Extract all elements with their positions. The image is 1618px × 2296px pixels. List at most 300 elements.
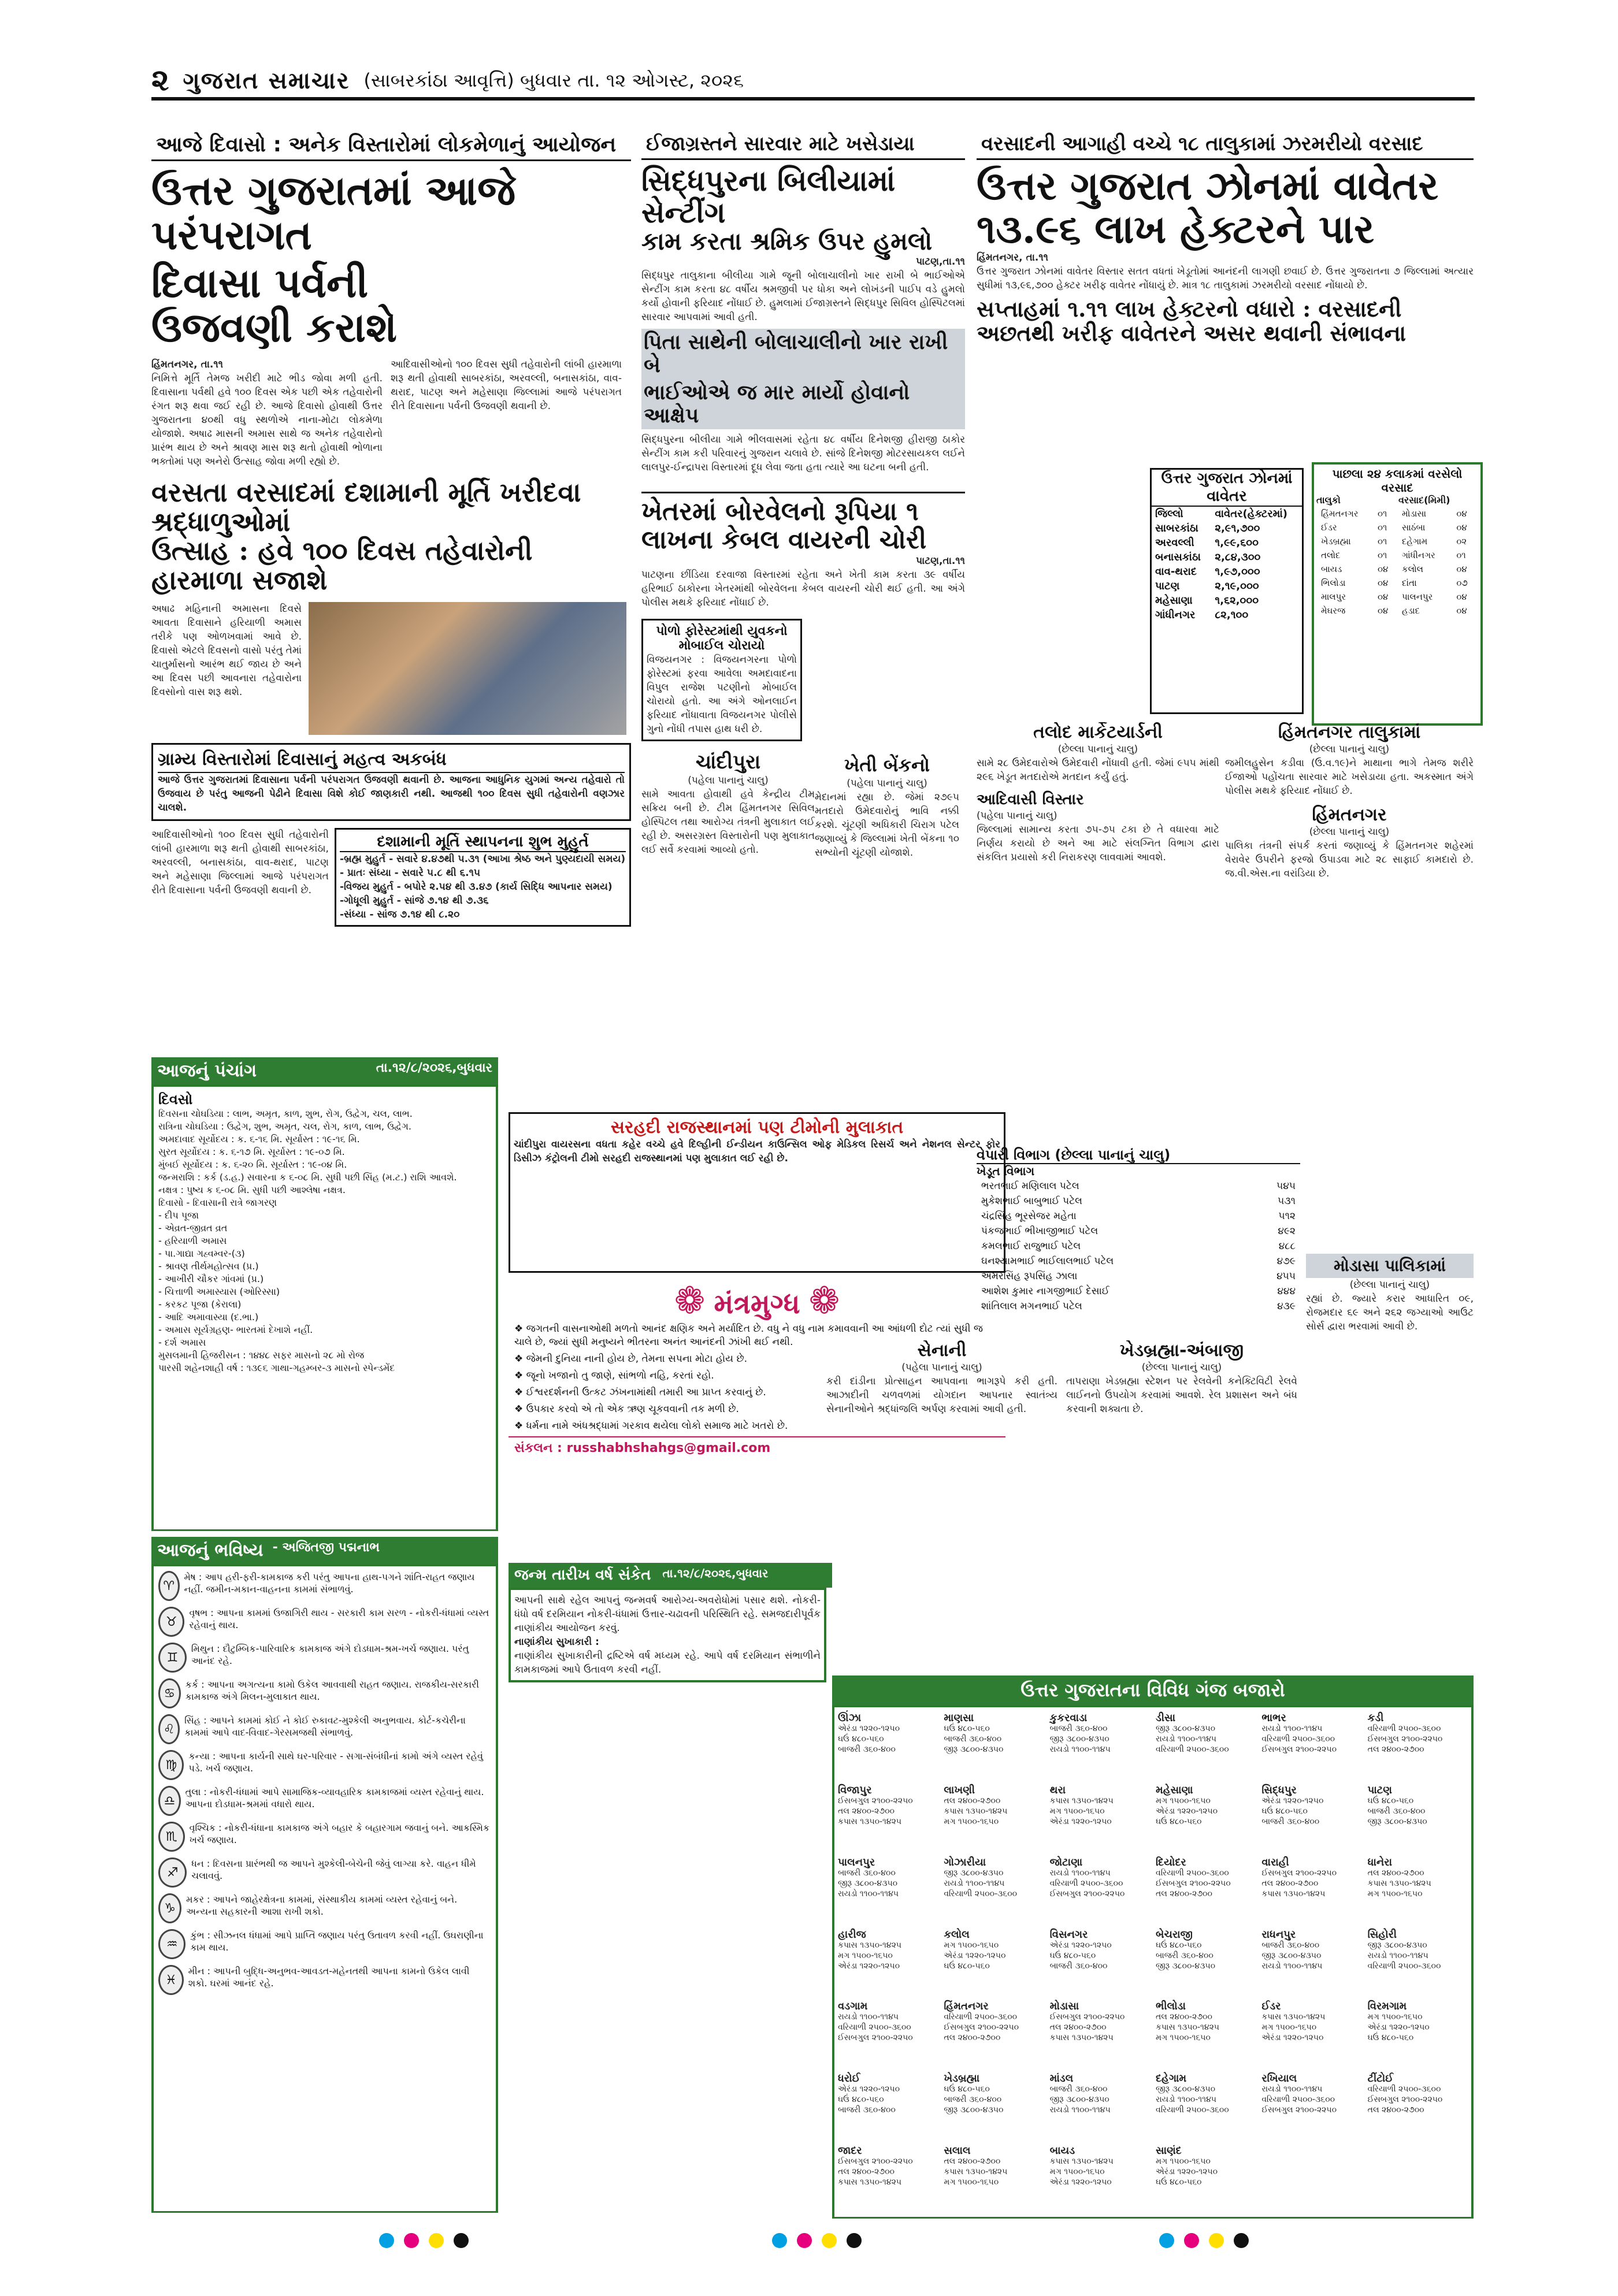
district-cell: ગાંધીનગર <box>1155 609 1196 621</box>
talod-cont: (છેલ્લા પાનાનું ચાલુ) <box>1057 744 1138 755</box>
table-row <box>1398 590 1477 603</box>
taluka-cell: ભિલોડા <box>1321 578 1346 588</box>
chandipura-title: ચાંદીપુરા <box>695 751 761 774</box>
candidate-cell: ઘનશ્યામભાઈ ભાઈલાલભાઈ પટેલ <box>981 1255 1114 1267</box>
market-price: વરિયાળી ૨૫૦૦-૩૬૦૦ <box>838 2023 911 2033</box>
market-price: વરિયાળી ૨૫૦૦-૩૬૦૦ <box>1367 1724 1441 1733</box>
market-center-name: માણસા <box>944 1712 974 1724</box>
market-center-name: બાયડ <box>1049 2145 1075 2157</box>
market-center-name: માંડલ <box>1049 2072 1074 2085</box>
mantra-quote: ❖ જેમની દુનિયા નાની હોય છે, તેમના સપના મોટા હોય છે. <box>514 1353 748 1365</box>
market-center <box>1368 1711 1468 1781</box>
rain-table <box>1312 462 1483 726</box>
panchang-line: રાત્રિના ચોઘડિયા : ઉદ્વેગ, શુભ, અમૃત, ચલ, રોગ, કાળ, લાભ, ઉદ્વેગ. <box>158 1121 411 1132</box>
rashi-text: સિંહ : આપને કામમાં કોઈ ને કોઈ રુકાવટ-મુશ્કેલી અનુભવાય. કોર્ટ-કચેરીના કામમાં આપે વાદ-વિવાદ-ગેરસમજથી સંભાળવું. <box>184 1715 466 1738</box>
taluka-cell: મેઘરજ <box>1321 605 1346 616</box>
market-price: જીરૂ ૩૮૦૦-૪૩૫૦ <box>944 1745 1004 1754</box>
vavetar-grid <box>1152 507 1302 622</box>
market-center <box>1050 1855 1150 1925</box>
market-price: રાયડો ૧૧૦૦-૧૧૪૫ <box>1261 2085 1323 2094</box>
janmadin-body: આપની સાથે રહેલ આપનું જન્મવર્ષ આરોગ્ય-અવરોધોમાં પસાર થશે. નોકરી-ધંધો વર્ષ દરમિયાન નોકરી-ધંધામાં ઉત્તાર-ચઢાવની પરિસ્થિતિ રહે. સમજદારીપૂર્વક નાણાંકીય આયોજન કરવું. <box>514 1595 821 1634</box>
market-price: બાજરી ૩૬૦-૪૦૦ <box>1049 2085 1108 2094</box>
panchang-box <box>151 1057 498 1531</box>
market-price: મગ ૧૫૦૦-૧૬૫૦ <box>1049 1806 1105 1816</box>
market-center <box>1261 1927 1361 1997</box>
market-center <box>838 1927 938 1997</box>
market-price: રાયડો ૧૧૦૦-૧૧૪૫ <box>1049 1745 1111 1754</box>
rashi-icon: ♓ <box>158 1965 184 1995</box>
table-row <box>1398 549 1477 562</box>
market-price: એરંડા ૧૨૨૦-૧૨૫૦ <box>838 1724 900 1733</box>
rashi-text: કન્યા : આપના કાર્યની સાથે ઘર-પરિવાર - સગા-સંબંધીનાં કામો અંગે વ્યસ્ત રહેવું પડે. ખર્ચ જણાય. <box>188 1751 483 1774</box>
table-row <box>1398 507 1477 520</box>
market-price: ઈસબગુલ ૨૧૦૦-૨૨૫૦ <box>1261 1868 1337 1878</box>
rashi-row <box>158 1965 491 1995</box>
panchang-date: તા.૧૨/૮/૨૦૨૬,બુધવાર <box>376 1061 492 1075</box>
bhavishya-list <box>151 1564 498 2213</box>
chandipura-box <box>641 751 815 857</box>
muhurat-line: -બ્રહ્મ મુહુર્ત - સવારે ૪.૪૭થી ૫.૩૧ (આખા શ્રેષ્ઠ અને પુણ્યદાયી સમય) <box>339 853 626 865</box>
registration-dots <box>769 2233 865 2250</box>
registration-dot-icon <box>429 2233 444 2248</box>
senani-box <box>826 1340 1057 1664</box>
market-center-name: ખેડબ્રહ્મા <box>944 2072 980 2085</box>
siddhpur-body: સિદ્ધપુર તાલુકાના બીલીયા ગામે જૂની બોલાચાલીનો ખાર રાખી બે ભાઈઓએ સેન્ટીંગ કામ કરતા ૪૮ વર્ષીય શ્રમજીવી પર ધોકા અને લોખંડની પાઈપ વડે હુમલો કર્યો હોવાની ફરિયાદ નોંધાઈ છે. હુમલામાં ઈજાગ્રસ્તને સિદ્ધપુર સિવિલ હોસ્પિટલમાં સારવાર આપવામાં આવી હતી. <box>641 269 965 323</box>
market-price: રાયડો ૧૧૦૦-૧૧૪૫ <box>1049 1868 1111 1878</box>
table-row <box>978 1194 1299 1208</box>
bhavishya-title: આજનું ભવિષ્ય <box>157 1540 264 1561</box>
table-row <box>1398 577 1477 589</box>
panchang-line: મુસલમાની હિજરીસન : ૧૪૪૮ સફર માસનો ૨૮ મો રોજ <box>158 1350 365 1361</box>
market-price: ઘઉં ૪૮૦-૫૬૦ <box>838 2095 884 2105</box>
market-price: તલ ૨૪૦૦-૨૭૦૦ <box>1261 1878 1319 1888</box>
table-row <box>1398 563 1477 575</box>
vavetar-col-header: વાવેતર(હેક્ટરમાં) <box>1215 508 1287 520</box>
table-row <box>978 1284 1299 1298</box>
modasa-body: રહ્યાં છે. જ્યારે કરાર આધારિત ૦૯, રોજમદાર ૬૯ અને ૨૬૨ જગ્યાઓ આઉટ સોર્સ દ્વારા ભરવામાં આવી છે. <box>1306 1293 1474 1332</box>
market-center-name: મોડાસા <box>1049 2000 1079 2013</box>
market-center-name: મહેસાણા <box>1155 1784 1193 1796</box>
page-header <box>151 64 1475 101</box>
table-row <box>1398 535 1477 548</box>
market-price: કપાસ ૧૩૫૦-૧૪૨૫ <box>1049 2157 1114 2167</box>
modasa-cont: (છેલ્લા પાનાનું ચાલુ) <box>1349 1279 1430 1291</box>
market-center-name: સાણંદ <box>1155 2145 1182 2157</box>
market-price: જીરૂ ૩૮૦૦-૪૩૫૦ <box>1155 2085 1216 2094</box>
table-row <box>978 1269 1299 1283</box>
rashi-row <box>158 1893 491 1923</box>
registration-dot-icon <box>1209 2233 1224 2248</box>
market-center <box>1156 2143 1256 2213</box>
market-center-name: દિયોદર <box>1155 1856 1186 1868</box>
rashi-row <box>158 1929 491 1959</box>
votes-cell: ૪૫૫ <box>1276 1270 1296 1282</box>
market-center <box>838 1711 938 1781</box>
story-body: નિમિત્તે મૂર્તિ તેમજ ખરીદી માટે ભીડ જોવા મળી હતી. દિવાસાના પર્વથી હવે ૧૦૦ દિવસ એક પછી એક તહેવારોની રંગત શરૂ થવા જઈ રહી છે. આજે દિવાસો હોવાથી ઉત્તર ગુજરાતના ૪૦થી વધુ સ્થળોએ નાના-મોટા લોકમેળા યોજાશે. અષાઢ માસની અમાસ સાથે જ અનેક તહેવારોનો પ્રારંભ થાય છે અને શ્રાવણ માસ શરૂ થતો હોવાથી ભોળાના ભક્તોમાં પણ અનેરો ઉત્સાહ જોવા મળી રહ્યો છે. <box>151 373 383 468</box>
market-price: વરિયાળી ૨૫૦૦-૩૬૦૦ <box>944 2012 1018 2022</box>
vepari-subtitle: ખેડૂત વિભાગ <box>977 1164 1035 1178</box>
registration-dot-icon <box>1184 2233 1199 2248</box>
vavetar-table <box>1150 468 1304 714</box>
market-center <box>838 2143 938 2213</box>
district-cell: મહેસાણા <box>1155 595 1193 607</box>
market-price: કપાસ ૧૩૫૦-૧૪૨૫ <box>1261 2012 1326 2022</box>
rashi-icon: ♎ <box>158 1786 181 1816</box>
table-row <box>1318 549 1396 562</box>
talod-title: તલોદ માર્કેટયાર્ડની <box>1033 722 1163 742</box>
market-price: જીરૂ ૩૮૦૦-૪૩૫૦ <box>1155 1724 1216 1733</box>
market-price: રાયડો ૧૧૦૦-૧૧૪૫ <box>944 1878 1005 1888</box>
area-cell: ૧,૯૯,૬૦૦ <box>1215 537 1259 549</box>
table-row <box>1152 564 1302 579</box>
table-row <box>1152 536 1302 550</box>
table-row <box>1152 608 1302 622</box>
candidate-cell: પંકજભાઈ ભીખાજીભાઈ પટેલ <box>981 1225 1099 1237</box>
district-cell: અરવલ્લી <box>1155 537 1194 549</box>
market-price: જીરૂ ૩૮૦૦-૪૩૫૦ <box>1049 2095 1109 2105</box>
panchang-line: દિવાસો - દિવાસાની રાત્રે જાગરણ <box>158 1197 277 1208</box>
table-row <box>978 1254 1299 1268</box>
market-center <box>1261 1711 1361 1781</box>
himmatnagar-taluka-cont: (છેલ્લા પાનાનું ચાલુ) <box>1309 744 1390 755</box>
market-center-name: વિરમગામ <box>1367 2000 1407 2013</box>
mantra-quote: ❖ ઈશ્વરદર્શનની ઉત્કટ ઝંખનામાંથી તમારી આ પ્રાપ્ત કરવાનું છે. <box>514 1387 766 1398</box>
market-center <box>1156 1927 1256 1997</box>
market-price: બાજરી ૩૬૦-૪૦૦ <box>1261 1816 1320 1826</box>
cable-headline-1: ખેતરમાં બોરવેલનો રૂપિયા ૧ <box>641 492 965 526</box>
panchang-line: અમદાવાદ સૂર્યોદય : ક. ૬-૧૬ મિ. સૂર્યાસ્ત : ૧૯-૧૬ મિ. <box>158 1134 360 1145</box>
market-price: કપાસ ૧૩૫૦-૧૪૨૫ <box>1367 1878 1431 1888</box>
market-center-name: ટીંટોઈ <box>1367 2072 1394 2085</box>
taluka-cell: બાયડ <box>1321 564 1342 574</box>
rain-headline-1: ઉત્તર ગુજરાત ઝોનમાં વાવેતર <box>977 162 1439 209</box>
candidate-cell: કમલભાઈ રાજુભાઈ પટેલ <box>981 1240 1081 1252</box>
panchang-line: નક્ષત્ર : પુષ્ય ક ૬-૦૮ મિ. સુધી પછી આશ્લેષા નક્ષત્ર. <box>158 1184 346 1195</box>
area-cell: ૨,૮૪,૩૦૦ <box>1215 551 1261 563</box>
table-row <box>1318 507 1396 520</box>
market-price: ઘઉં ૪૮૦-૫૬૦ <box>1049 1951 1096 1960</box>
himmatnagar-body: પાલિકા તંત્રની સંપર્ક કરતાં જણાવ્યું કે હિંમતનગર શહેરમાં વેરાવેર ઉપરીને ફરજો ઉપાડવા માટે ૨૮ સાફાઈ કામદારો છે. જ.વી.એસ.ના વરાંડિયા છે. <box>1225 840 1474 879</box>
rain-cell: ૦૪ <box>1377 578 1389 588</box>
market-price: તલ ૨૪૦૦-૨૭૦૦ <box>1155 2012 1212 2022</box>
rashi-icon: ♒ <box>158 1929 185 1959</box>
market-center-name: હિંમતનગર <box>944 2000 989 2013</box>
market-price: કપાસ ૧૩૫૦-૧૪૨૫ <box>838 2178 902 2187</box>
panchang-line: - કરકટ પૂજા (કેરાલા) <box>158 1299 242 1310</box>
district-cell: પાટણ <box>1155 580 1180 592</box>
market-center <box>944 1783 1044 1853</box>
market-photo <box>309 602 626 735</box>
story-rain <box>977 130 1474 454</box>
table-row <box>978 1239 1299 1253</box>
panchang-line: - હરિયાળી અમાસ <box>158 1235 227 1246</box>
panchang-line: જન્મરાશિ : કર્ક (ડ.હ.) સવારના ક ૬-૦૮ મિ. સુધી પછી સિંહ (મ.ટ.) રાશિ આવશે. <box>158 1172 457 1183</box>
mantra-quote: ❖ જગતની વાસનાઓથી મળતો આનંદ ક્ષણિક અને મર્યાદિત છે. વધુ ને વધુ નામ કમાવવાની આ આંધળી દોટ ત્યાં સુધી જ ચાલે છે, જ્યાં સુધી મનુષ્યને ભીતરના અનંત આનંદની ઝાંખી થઈ નથી. <box>514 1323 983 1348</box>
district-cell: બનાસકાંઠા <box>1155 551 1201 563</box>
market-price: ઘઉં ૪૮૦-૫૬૦ <box>1261 1806 1308 1816</box>
polo-body: વિજયનગર : વિજયનગરના પોળો ફોરેસ્ટમાં ફરવા આવેલા અમદાવાદના વિપુલ રાજેશ પટણીનો મોબાઈલ ચોરાયો હતો. આ અંગે ઓનલાઈન ફરિયાદ નોંધાવાતા વિજયનગર પોલીસે ગુનો નોંધી તપાસ હાથ ધરી છે. <box>647 654 797 735</box>
market-price: ઈસબગુલ ૨૧૦૦-૨૨૫૦ <box>838 1796 913 1805</box>
market-price: રાયડો ૧૧૦૦-૧૧૪૫ <box>1367 1951 1428 1960</box>
adivasi-cont: (પહેલા પાનાનું ચાલુ) <box>977 810 1057 822</box>
market-price: જીરૂ ૩૮૦૦-૪૩૫૦ <box>1367 1816 1427 1826</box>
khedbrahma-body: તાપરાણા ખેડબ્રહ્મા સ્ટેશન પર રેલવેની કનેક્ટિવિટી રેલવે લાઈનનો ઉપયોગ કરવામાં આવશે. રેલ પ્રશાસન અને બંધ કરવાની શક્યતા છે. <box>1066 1376 1297 1415</box>
market-center-name: કડી <box>1367 1712 1384 1724</box>
rashi-icon: ♏ <box>158 1822 185 1852</box>
area-cell: ૨,૯૧,૭૦૦ <box>1215 522 1260 534</box>
market-price: બાજરી ૩૬૦-૪૦૦ <box>1367 1806 1426 1816</box>
market-price: મગ ૧૫૦૦-૧૬૫૦ <box>1367 1889 1423 1899</box>
rashi-text: કુંભ : સીઝનલ ધંધામાં આપે પ્રાપ્તિ જણાય પરંતુ ઉતાવળ કરવી નહીં. ઉઘરાણીના કામ થાય. <box>190 1930 484 1953</box>
market-price: કપાસ ૧૩૫૦-૧૪૨૫ <box>1155 2023 1219 2033</box>
adivasi-body: જિલ્લામાં સામાન્ય કરતા ૭૫-૭૫ ટકા છે તે વધારવા માટે નિર્ણય કરાયો છે અને આ માટે સંલગ્નિત વિભાગ દ્વારા સંકલિત પ્રયાસો કરી નિરાકરણ લાવવામાં આવશે. <box>977 824 1219 863</box>
market-price: વરિયાળી ૨૫૦૦-૩૬૦૦ <box>1367 2085 1441 2094</box>
rashi-row <box>158 1822 491 1852</box>
market-center-name: પાલનપુર <box>838 1856 875 1868</box>
market-price: તલ ૨૪૦૦-૨૭૦૦ <box>1367 1868 1424 1878</box>
market-center <box>838 1999 938 2069</box>
talod-body: સામે ૨૮ ઉમેદવારોએ ઉમેદવારી નોંધાવી હતી. જેમાં ૯૫૫ માંથી ૨૯૬ ખેડૂત મતદારોએ મતદાન કર્યું હતું. <box>977 757 1219 783</box>
rain-col-header: તાલુકો <box>1316 495 1341 506</box>
district-cell: સાબરકાંઠા <box>1155 522 1198 534</box>
market-center-name: રખિયાલ <box>1261 2072 1297 2085</box>
market-price: વરિયાળી ૨૫૦૦-૩૬૦૦ <box>1155 2105 1229 2115</box>
market-center-name: વિજાપુર <box>838 1784 872 1796</box>
market-price: એરંડા ૧૨૨૦-૧૨૫૦ <box>1049 1816 1112 1826</box>
panchang-line: - શ્રાવણ તીર્થમહોત્સવ (પ્ર.) <box>158 1261 259 1272</box>
market-price: કપાસ ૧૩૫૦-૧૪૨૫ <box>838 1816 902 1826</box>
registration-dot-icon <box>404 2233 419 2248</box>
market-price: ઈસબગુલ ૨૧૦૦-૨૨૫૦ <box>1261 2105 1337 2115</box>
modasa-box <box>1306 1254 1474 1670</box>
market-center-name: હારીજ <box>838 1928 866 1941</box>
siddhpur-headline-2: કામ કરતા શ્રમિક ઉપર હુમલો <box>641 226 933 255</box>
murti-headline-1: વરસતા વરસાદમાં દશામાની મૂર્તિ ખરીદવા શ્રદ્ધાળુઓમાં <box>151 477 581 537</box>
modasa-title: મોડાસા પાલિકામાં <box>1306 1254 1474 1278</box>
market-price: ઘઉં ૪૮૦-૫૬૦ <box>1155 1816 1202 1826</box>
table-row <box>1318 577 1396 589</box>
lotus-mandala-icon: ❁ <box>674 1280 706 1322</box>
rashi-row <box>158 1714 491 1744</box>
vavetar-col-header: જિલ્લો <box>1155 508 1183 520</box>
market-price: એરંડા ૧૨૨૦-૧૨૫૦ <box>1261 1796 1324 1805</box>
market-price: કપાસ ૧૩૫૦-૧૪૨૫ <box>944 2167 1008 2177</box>
page-number: ૨ <box>151 62 169 98</box>
taluka-cell: દહેગામ <box>1402 536 1428 547</box>
rashi-icon: ♉ <box>158 1607 184 1637</box>
market-grid <box>832 1705 1474 2219</box>
table-row <box>1318 604 1396 617</box>
mahatva-box <box>151 743 631 821</box>
rashi-row <box>158 1607 491 1637</box>
table-row <box>978 1299 1299 1313</box>
market-center <box>1261 1855 1361 1925</box>
rain-cell: ૦૪ <box>1456 522 1467 533</box>
market-price: બાજરી ૩૬૦-૪૦૦ <box>1261 1940 1320 1950</box>
rashi-text: વૃષભ : આપના કામમાં ઉજાગિરી થાય - સરકારી કામ સરળ - નોકરી-ધંધામાં વ્યસ્ત રહેવાનું થાય. <box>189 1607 489 1630</box>
votes-cell: ૫૧૨ <box>1278 1210 1296 1222</box>
market-price: મગ ૧૫૦૦-૧૬૫૦ <box>1155 2033 1211 2043</box>
table-row <box>978 1209 1299 1223</box>
market-price: તલ ૨૪૦૦-૨૭૦૦ <box>1367 2105 1424 2115</box>
table-row <box>1398 604 1477 617</box>
market-price: વરિયાળી ૨૫૦૦-૩૬૦૦ <box>1155 1745 1229 1754</box>
market-price: જીરૂ ૩૮૦૦-૪૩૫૦ <box>1261 1951 1322 1960</box>
market-center <box>1050 2143 1150 2213</box>
market-center-name: જોટાણા <box>1049 1856 1083 1868</box>
khedbrahma-box <box>1066 1340 1297 1664</box>
market-price: બાજરી ૩૬૦-૪૦૦ <box>838 2105 896 2115</box>
lotus-mandala-icon: ❁ <box>808 1280 840 1322</box>
market-price: મગ ૧૫૦૦-૧૬૫૦ <box>944 1816 999 1826</box>
market-price: કપાસ ૧૩૫૦-૧૪૨૫ <box>838 1940 902 1950</box>
market-center <box>838 1855 938 1925</box>
rashi-icon: ♈ <box>158 1571 180 1601</box>
market-center <box>944 1927 1044 1997</box>
registration-dot-icon <box>1234 2233 1249 2248</box>
market-price: મગ ૧૫૦૦-૧૬૫૦ <box>1367 2012 1423 2022</box>
market-center <box>944 2071 1044 2141</box>
market-price: એરંડા ૧૨૨૦-૧૨૫૦ <box>1261 2033 1324 2043</box>
market-price: બાજરી ૩૬૦-૪૦૦ <box>1155 1951 1214 1960</box>
market-center-name: ધરોઈ <box>838 2072 860 2085</box>
rashi-text: મેષ : આપ હરી-ફરી-કામકાજ કરી પરંતુ આપના હાથ-પગને શાંતિ-રાહત જણાય નહીં. જમીન-મકાન-વાહનના કામમાં સંભાળવું. <box>184 1571 475 1595</box>
market-center <box>1156 1999 1256 2069</box>
market-center-name: સિહોરી <box>1367 1928 1397 1941</box>
himmatnagar-taluka-title: હિંમતનગર તાલુકામાં <box>1278 722 1421 742</box>
market-price: ઈસબગુલ ૨૧૦૦-૨૨૫૦ <box>1155 1878 1231 1888</box>
market-price: એરંડા ૧૨૨૦-૧૨૫૦ <box>1155 1806 1218 1816</box>
cable-body: પાટણના છીંડિયા દરવાજા વિસ્તારમાં રહેતા અને ખેતી કામ કરતા ૩૯ વર્ષીય હરિભાઈ ઠાકોરના ખેતરમાંથી બોરવેલના કેબલ વાયરની ચોરી થઈ હતી. આ અંગે પોલીસ મથકે ફરિયાદ નોંધાઈ છે. <box>641 569 965 609</box>
market-center <box>1156 1711 1256 1781</box>
market-price: મગ ૧૫૦૦-૧૬૫૦ <box>944 2178 999 2187</box>
market-center <box>1261 2071 1361 2141</box>
market-price: કપાસ ૧૩૫૦-૧૪૨૫ <box>1261 1889 1326 1899</box>
kheti-body: મેદાનમાં રહ્યા છે. જેમાં ૨૭૯૫ મતદારો ઉમેદવારોનું ભાવિ નક્કી કરશે. ચૂંટણી અધિકારી ચિરાગ પટેલ જણાવ્યું કે જિલ્લામાં ખેતી બેંકના ૧૦ સભ્યોની ચૂંટણી યોજાશે. <box>815 792 959 859</box>
panchang-line: સુરત સૂર્યોદય : ક. ૬-૧૭ મિ. સૂર્યાસ્ત : ૧૯-૦૭ મિ. <box>158 1146 345 1157</box>
market-center <box>1050 2071 1150 2141</box>
market-center-name: ઊંઝા <box>838 1712 862 1724</box>
market-price: જીરૂ ૩૮૦૦-૪૩૫૦ <box>1049 1734 1109 1744</box>
market-center-name: વારાહી <box>1261 1856 1289 1868</box>
siddhpur-subbody: સિદ્ધપુરના બીલીયા ગામે ભીલવાસમાં રહેતા ૪૮ વર્ષીય દિનેશજી હીરાજી ઠાકોર સેન્ટીંગ કામ કરી પરિવારનું ગુજરાન ચલાવે છે. સાંજે દિનેશજી મોટરસાયકલ લઈને લાલપુર-ઈન્દ્રાપરા વિસ્તારમાં દૂધ લેવા જતા હતા ત્યારે આ ઘટના બની હતી. <box>641 434 965 474</box>
rashi-icon: ♍ <box>158 1750 184 1780</box>
murti-body-2: આદિવાસીઓનો ૧૦૦ દિવસ સુધી તહેવારોની લાંબી હારમાળા શરૂ થતી હોવાથી સાબરકાંઠા, અરવલ્લી, બનાસકાંઠા, વાવ-થરાદ, પાટણ અને મહેસાણા જિલ્લામાં આજે પરંપરાગત રીતે દિવાસાના પર્વની ઉજવણી થવાની છે. <box>151 829 329 896</box>
story-headline-2: દિવાસા પર્વની ઉજવણી કરાશે <box>151 259 397 352</box>
rain-cell: ૦૪ <box>1456 508 1467 519</box>
rain-cell: ૦૭ <box>1456 578 1468 588</box>
taluka-cell: હિંમતનગર <box>1321 508 1359 519</box>
market-price: એરંડા ૧૨૨૦-૧૨૫૦ <box>944 1951 1006 1960</box>
taluka-cell: ગાંધીનગર <box>1402 550 1435 560</box>
rain-cell: ૦૪ <box>1377 564 1389 574</box>
market-price: જીરૂ ૩૮૦૦-૪૩૫૦ <box>944 2105 1004 2115</box>
senani-body: કરી દાંડીના પ્રોત્સાહન આપવાના ભાગરૂપે કરી હતી. આઝાદીની ચળવળમાં યોગદાન આપનાર સ્વાતંત્ર્ય સેનાનીઓને શ્રદ્ધાંજલિ અર્પણ કરવામાં આવી હતી. <box>826 1376 1057 1415</box>
candidate-cell: ચંદ્રસિંહ ભૂરસેજર મહેતા <box>981 1210 1077 1222</box>
rashi-row <box>158 1678 491 1708</box>
story-kicker: આજે દિવાસો : અનેક વિસ્તારોમાં લોકમેળાનું આયોજન <box>151 130 631 161</box>
market-price: તલ ૨૪૦૦-૨૭૦૦ <box>944 2033 1001 2043</box>
rain-subhead-1: સપ્તાહમાં ૧.૧૧ લાખ હેક્ટરનો વધારો : વરસાદની <box>977 296 1402 322</box>
market-center-name: ગોઝારીયા <box>944 1856 986 1868</box>
rain-table-title: પાછલા ૨૪ કલાકમાં વરસેલો વરસાદ <box>1332 467 1463 495</box>
market-price: ઈસબગુલ ૨૧૦૦-૨૨૫૦ <box>838 2157 913 2167</box>
market-price: બાજરી ૩૬૦-૪૦૦ <box>944 1734 1002 1744</box>
cable-headline-2: લાખના કેબલ વાયરની ચોરી <box>641 525 927 555</box>
dateline: હિંમતનગર, તા.૧૧ <box>151 359 223 371</box>
rashi-text: વૃશ્ચિક : નોકરી-ધંધાના કામકાજ અંગે બહાર કે બહારગામ જવાનું બને. આકસ્મિક ખર્ચ જણાય. <box>189 1822 490 1845</box>
market-price: તલ ૨૪૦૦-૨૭૦૦ <box>944 1796 1001 1805</box>
votes-cell: ૪૭૯ <box>1276 1255 1296 1267</box>
market-price: ઘઉં ૪૮૦-૫૬૦ <box>1155 1940 1202 1950</box>
market-price: જીરૂ ૩૮૦૦-૪૩૫૦ <box>1367 1940 1427 1950</box>
panchang-line: પારસી શહેનશાહી વર્ષ : ૧૩૯૬ ગાથા-ગહમ્બર-૩ માસનો સ્પેન્ડમેંદ <box>158 1362 395 1373</box>
siddhpur-subhead-1: પિતા સાથેની બોલાચાલીનો ખાર રાખી બે <box>641 329 965 379</box>
market-price: જીરૂ ૩૮૦૦-૪૩૫૦ <box>1155 1961 1216 1971</box>
market-center <box>944 1999 1044 2069</box>
mantra-contact: સંકલન : russhabhshahgs@gmail.com <box>509 1436 1005 1459</box>
panchang-line: - ચિત્તાળી અમાસ્યાસ (ઓરિસ્સા) <box>158 1286 280 1297</box>
table-row <box>1152 550 1302 564</box>
rain-cell: ૦૧ <box>1377 550 1387 560</box>
registration-dot-icon <box>822 2233 837 2248</box>
kheti-title: ખેતી બેંકનો <box>844 754 930 776</box>
market-center-name: પાટણ <box>1367 1784 1392 1796</box>
area-cell: ૮૨,૧૦૦ <box>1215 609 1249 621</box>
market-center-name: વિસનગર <box>1049 1928 1088 1941</box>
janmadin-subtitle: નાણાંકીય સુખાકારી : <box>514 1636 599 1648</box>
market-center-name: લાખણી <box>944 1784 975 1796</box>
market-price: એરંડા ૧૨૨૦-૧૨૫૦ <box>838 1961 900 1971</box>
registration-dot-icon <box>847 2233 862 2248</box>
story-dashama <box>151 130 631 1037</box>
market-price: ઈસબગુલ ૨૧૦૦-૨૨૫૦ <box>1049 2012 1125 2022</box>
rain-subhead-2: અછતથી ખરીફ વાવેતરને અસર થવાની સંભાવના <box>977 320 1407 347</box>
siddhpur-subhead-2: ભાઈઓએ જ માર માર્યો હોવાનો આક્ષેપ <box>641 379 965 429</box>
taluka-cell: મોડાસા <box>1402 508 1427 519</box>
table-row <box>1152 579 1302 593</box>
market-price: જીરૂ ૩૮૦૦-૪૩૫૦ <box>944 1868 1004 1878</box>
market-price: ઘઉં ૪૮૦-૫૬૦ <box>1155 2178 1202 2187</box>
mantra-quote: ❖ ઉપકાર કરવો એ તો એક ઋણ ચૂકવવાની તક મળી છે. <box>514 1403 739 1415</box>
votes-cell: ૪૮૮ <box>1278 1240 1296 1252</box>
market-price: બાજરી ૩૬૦-૪૦૦ <box>1049 1724 1108 1733</box>
market-price: મગ ૧૫૦૦-૧૬૫૦ <box>1049 2167 1105 2177</box>
panchang-line: દિવસના ચોઘડિયા : લાભ, અમૃત, કાળ, શુભ, રોગ, ઉદ્વેગ, ચલ, લાભ. <box>158 1108 413 1119</box>
taluka-cell: દાંતા <box>1402 578 1417 588</box>
mantra-title: મંત્રમુગ્ધ <box>714 1288 800 1320</box>
rashi-text: મકર : આપને જાહેરક્ષેત્રના કામમાં, સંસ્થાકીય કામમાં વ્યસ્ત રહેવાનું બને. અન્યના સહકારની આશા રાખી શકો. <box>186 1894 458 1917</box>
market-price: બાજરી ૩૬૦-૪૦૦ <box>1049 1961 1108 1971</box>
rashi-text: મીન : આપની બુદ્ધિ-અનુભવ-આવડત-મહેનતથી આપના કામનો ઉકેલ લાવી શકો. ઘરમાં આનંદ રહે. <box>188 1966 470 1989</box>
bhavishya-author: - અજિતજી પદ્મનાભ <box>272 1540 380 1555</box>
table-row <box>1318 563 1396 575</box>
story-headline-1: ઉત્તર ગુજરાતમાં આજે પરંપરાગત <box>151 166 516 259</box>
market-center-name: વડગામ <box>838 2000 868 2013</box>
mantra-quote: ❖ ધર્મના નામે અંધશ્રદ્ધામાં ગરકાવ થયેલા લોકો સમાજ માટે ખતરો છે. <box>514 1420 788 1432</box>
panchang-subtitle: દિવસો <box>158 1091 193 1108</box>
panchang-line: - એવ્રત-જીવ્રત વ્રત <box>158 1223 228 1234</box>
market-price: ઘઉં ૪૮૦-૫૬૦ <box>944 1961 990 1971</box>
taluka-cell: કલોલ <box>1402 564 1424 574</box>
market-price: રાયડો ૧૧૦૦-૧૧૪૫ <box>1155 2095 1216 2105</box>
market-price: મગ ૧૫૦૦-૧૬૫૦ <box>1155 2157 1211 2167</box>
panchang-line: મુંબઈ સૂર્યોદય : ક. ૬-૨૦ મિ. સૂર્યાસ્ત : ૧૯-૦૪ મિ. <box>158 1159 347 1170</box>
muhurat-title: દશામાની મૂર્તિ સ્થાપનના શુભ મુહુર્ત <box>340 833 626 852</box>
votes-cell: ૫૩૧ <box>1278 1195 1296 1207</box>
himmatnagar-title: હિંમતનગર <box>1312 805 1387 825</box>
table-row <box>1318 535 1396 548</box>
